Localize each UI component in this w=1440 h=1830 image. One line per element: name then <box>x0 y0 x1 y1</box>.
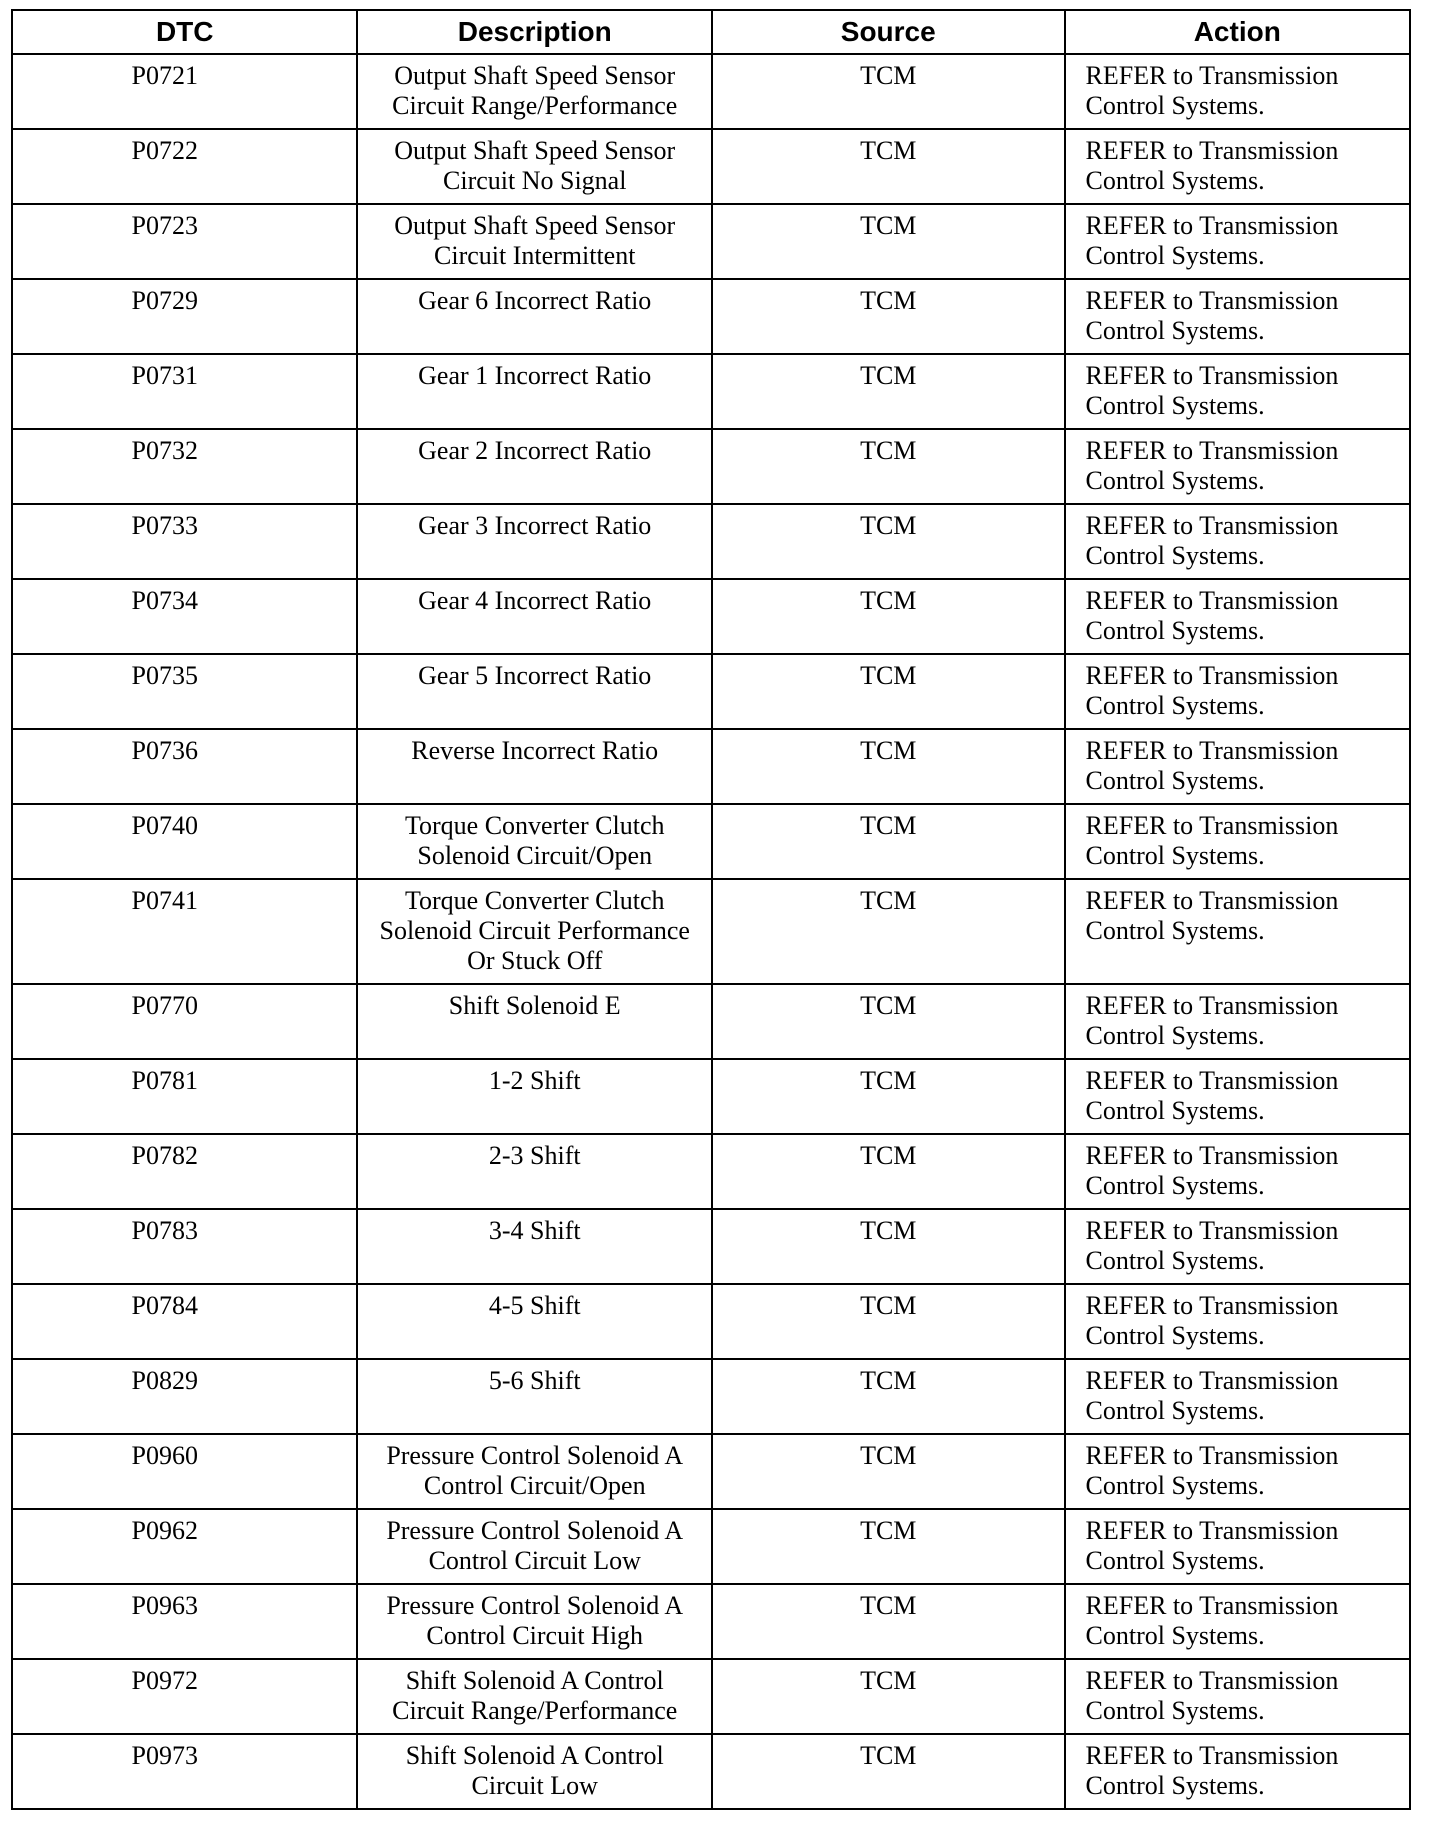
cell-description: Torque Converter Clutch Solenoid Circuit/Open <box>357 804 712 879</box>
cell-action: REFER to Transmission Control Systems. <box>1065 1659 1410 1734</box>
cell-source: TCM <box>712 729 1065 804</box>
cell-description: Pressure Control Solenoid A Control Circuit High <box>357 1584 712 1659</box>
cell-description: Output Shaft Speed Sensor Circuit No Signal <box>357 129 712 204</box>
header-dtc: DTC <box>12 10 357 54</box>
cell-description: Gear 2 Incorrect Ratio <box>357 429 712 504</box>
table-row <box>12 54 1410 129</box>
cell-dtc: P0781 <box>12 1059 357 1134</box>
table-row <box>12 1059 1410 1134</box>
cell-description: Gear 5 Incorrect Ratio <box>357 654 712 729</box>
cell-action: REFER to Transmission Control Systems. <box>1065 1059 1410 1134</box>
cell-source: TCM <box>712 1134 1065 1209</box>
cell-dtc: P0731 <box>12 354 357 429</box>
cell-action: REFER to Transmission Control Systems. <box>1065 579 1410 654</box>
cell-description: 2-3 Shift <box>357 1134 712 1209</box>
table-row <box>12 1509 1410 1584</box>
cell-dtc: P0740 <box>12 804 357 879</box>
table-row <box>12 579 1410 654</box>
table-row <box>12 1584 1410 1659</box>
table-row <box>12 804 1410 879</box>
cell-action: REFER to Transmission Control Systems. <box>1065 1359 1410 1434</box>
table-body <box>12 54 1410 1809</box>
cell-dtc: P0722 <box>12 129 357 204</box>
cell-source: TCM <box>712 1284 1065 1359</box>
cell-source: TCM <box>712 984 1065 1059</box>
header-description: Description <box>357 10 712 54</box>
table-row <box>12 1659 1410 1734</box>
cell-dtc: P0735 <box>12 654 357 729</box>
cell-source: TCM <box>712 1659 1065 1734</box>
table-header-row <box>12 10 1410 54</box>
cell-action: REFER to Transmission Control Systems. <box>1065 129 1410 204</box>
cell-dtc: P0962 <box>12 1509 357 1584</box>
cell-description: 1-2 Shift <box>357 1059 712 1134</box>
cell-description: Pressure Control Solenoid A Control Circuit Low <box>357 1509 712 1584</box>
cell-source: TCM <box>712 804 1065 879</box>
table-row <box>12 429 1410 504</box>
cell-description: Reverse Incorrect Ratio <box>357 729 712 804</box>
table-row <box>12 729 1410 804</box>
table-row <box>12 1134 1410 1209</box>
cell-dtc: P0732 <box>12 429 357 504</box>
cell-action: REFER to Transmission Control Systems. <box>1065 1284 1410 1359</box>
cell-action: REFER to Transmission Control Systems. <box>1065 429 1410 504</box>
table-row <box>12 204 1410 279</box>
cell-dtc: P0741 <box>12 879 357 984</box>
cell-description: Output Shaft Speed Sensor Circuit Intermittent <box>357 204 712 279</box>
cell-source: TCM <box>712 654 1065 729</box>
cell-action: REFER to Transmission Control Systems. <box>1065 54 1410 129</box>
cell-action: REFER to Transmission Control Systems. <box>1065 204 1410 279</box>
header-source: Source <box>712 10 1065 54</box>
cell-action: REFER to Transmission Control Systems. <box>1065 504 1410 579</box>
cell-source: TCM <box>712 1434 1065 1509</box>
cell-dtc: P0963 <box>12 1584 357 1659</box>
table-row <box>12 129 1410 204</box>
cell-action: REFER to Transmission Control Systems. <box>1065 279 1410 354</box>
cell-dtc: P0829 <box>12 1359 357 1434</box>
cell-description: Pressure Control Solenoid A Control Circuit/Open <box>357 1434 712 1509</box>
cell-description: Gear 4 Incorrect Ratio <box>357 579 712 654</box>
cell-dtc: P0734 <box>12 579 357 654</box>
cell-description: Output Shaft Speed Sensor Circuit Range/Performance <box>357 54 712 129</box>
cell-description: Shift Solenoid A Control Circuit Range/Performance <box>357 1659 712 1734</box>
cell-dtc: P0721 <box>12 54 357 129</box>
cell-description: Gear 6 Incorrect Ratio <box>357 279 712 354</box>
cell-dtc: P0733 <box>12 504 357 579</box>
cell-description: Shift Solenoid A Control Circuit Low <box>357 1734 712 1809</box>
cell-description: 5-6 Shift <box>357 1359 712 1434</box>
cell-description: Shift Solenoid E <box>357 984 712 1059</box>
cell-action: REFER to Transmission Control Systems. <box>1065 1509 1410 1584</box>
cell-dtc: P0972 <box>12 1659 357 1734</box>
table-row <box>12 279 1410 354</box>
cell-description: 4-5 Shift <box>357 1284 712 1359</box>
cell-action: REFER to Transmission Control Systems. <box>1065 654 1410 729</box>
cell-action: REFER to Transmission Control Systems. <box>1065 354 1410 429</box>
cell-description: Gear 1 Incorrect Ratio <box>357 354 712 429</box>
cell-source: TCM <box>712 204 1065 279</box>
cell-dtc: P0723 <box>12 204 357 279</box>
cell-description: 3-4 Shift <box>357 1209 712 1284</box>
cell-dtc: P0736 <box>12 729 357 804</box>
cell-dtc: P0783 <box>12 1209 357 1284</box>
cell-action: REFER to Transmission Control Systems. <box>1065 984 1410 1059</box>
dtc-table <box>11 9 1411 1810</box>
cell-source: TCM <box>712 504 1065 579</box>
cell-description: Gear 3 Incorrect Ratio <box>357 504 712 579</box>
cell-source: TCM <box>712 129 1065 204</box>
cell-source: TCM <box>712 54 1065 129</box>
table-row <box>12 504 1410 579</box>
cell-action: REFER to Transmission Control Systems. <box>1065 1734 1410 1809</box>
cell-dtc: P0729 <box>12 279 357 354</box>
table-row <box>12 1734 1410 1809</box>
cell-action: REFER to Transmission Control Systems. <box>1065 804 1410 879</box>
cell-dtc: P0960 <box>12 1434 357 1509</box>
cell-action: REFER to Transmission Control Systems. <box>1065 1584 1410 1659</box>
header-action: Action <box>1065 10 1410 54</box>
cell-source: TCM <box>712 429 1065 504</box>
cell-source: TCM <box>712 579 1065 654</box>
cell-source: TCM <box>712 1734 1065 1809</box>
cell-action: REFER to Transmission Control Systems. <box>1065 1134 1410 1209</box>
cell-source: TCM <box>712 879 1065 984</box>
table-row <box>12 879 1410 984</box>
cell-dtc: P0770 <box>12 984 357 1059</box>
cell-source: TCM <box>712 1509 1065 1584</box>
table-row <box>12 984 1410 1059</box>
cell-dtc: P0973 <box>12 1734 357 1809</box>
cell-source: TCM <box>712 354 1065 429</box>
table-row <box>12 1359 1410 1434</box>
cell-source: TCM <box>712 1584 1065 1659</box>
cell-source: TCM <box>712 1359 1065 1434</box>
cell-source: TCM <box>712 1209 1065 1284</box>
cell-action: REFER to Transmission Control Systems. <box>1065 1434 1410 1509</box>
cell-description: Torque Converter Clutch Solenoid Circuit Performance Or Stuck Off <box>357 879 712 984</box>
cell-action: REFER to Transmission Control Systems. <box>1065 729 1410 804</box>
table-row <box>12 1434 1410 1509</box>
cell-source: TCM <box>712 1059 1065 1134</box>
table-row <box>12 354 1410 429</box>
table-row <box>12 1209 1410 1284</box>
cell-dtc: P0782 <box>12 1134 357 1209</box>
cell-dtc: P0784 <box>12 1284 357 1359</box>
cell-action: REFER to Transmission Control Systems. <box>1065 879 1410 984</box>
cell-action: REFER to Transmission Control Systems. <box>1065 1209 1410 1284</box>
table-row <box>12 654 1410 729</box>
table-row <box>12 1284 1410 1359</box>
cell-source: TCM <box>712 279 1065 354</box>
